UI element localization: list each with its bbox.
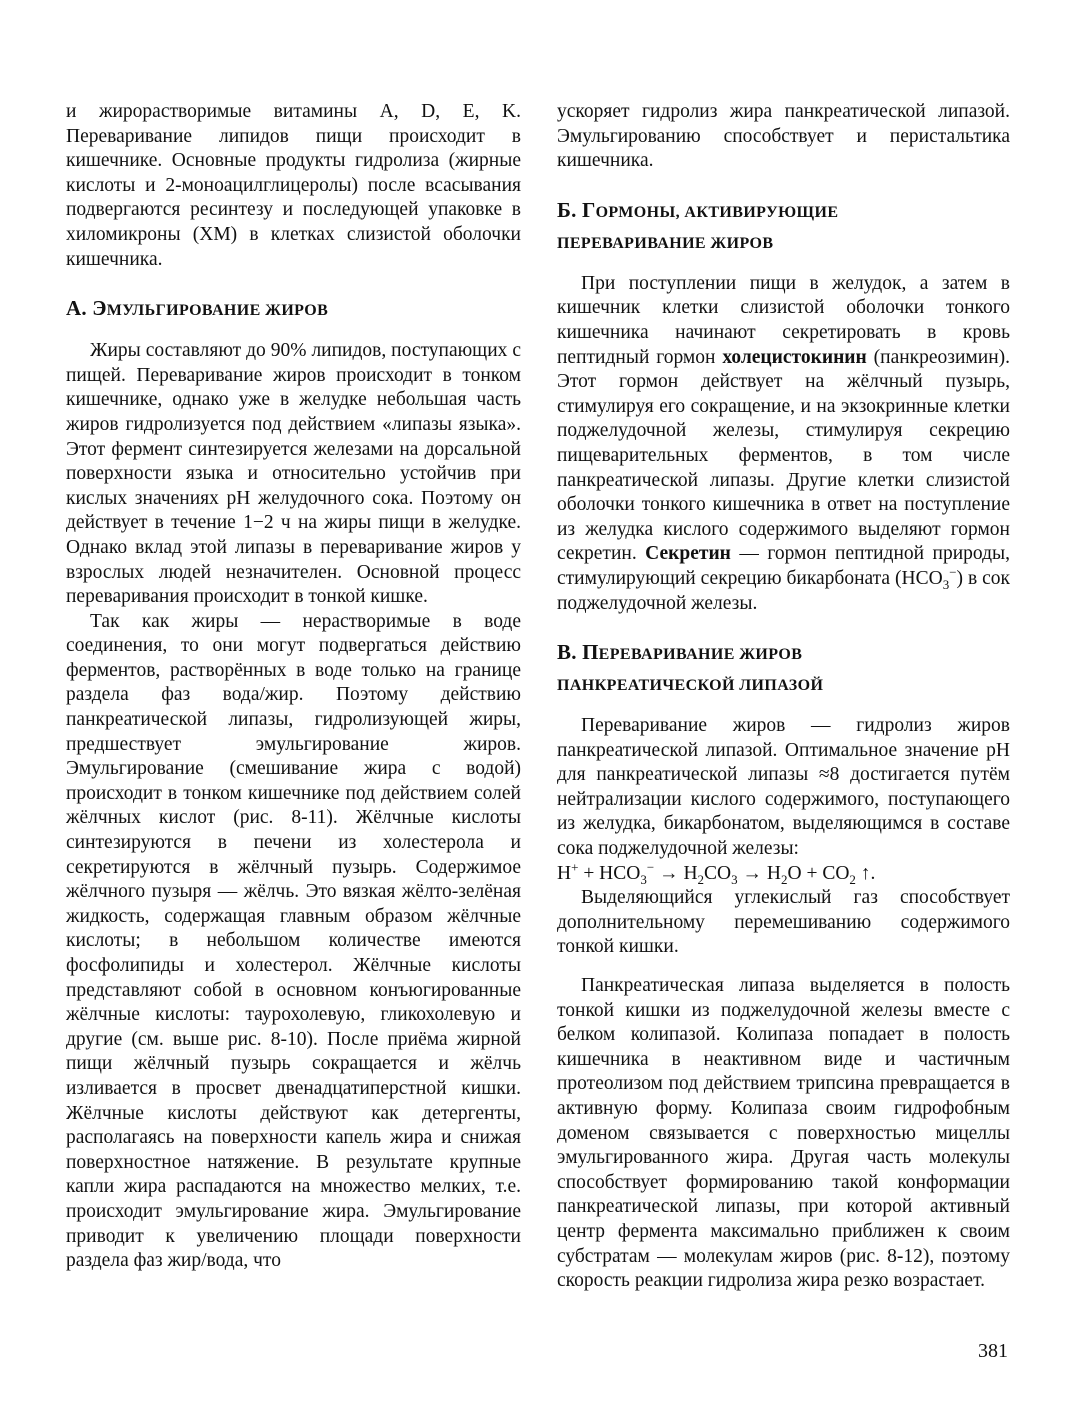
term-cholecystokinin: холецистокинин — [722, 346, 867, 368]
section-c-heading: В. ПЕРЕВАРИВАНИE ЖИРОВ ПАНКРЕАТИЧЕСКОЙ ЛИПАЗОЙ — [557, 640, 824, 695]
right-column — [557, 100, 1010, 1294]
section-a-heading: А. ЭМУЛЬГИРОВАНИЕ ЖИРОВ — [66, 296, 329, 321]
page-number: 381 — [978, 1340, 1008, 1362]
section-c-paragraph-2: Выделяющийся углекислый газ способствует дополнительному перемешиванию содержимого тонкой кишки. — [557, 887, 1010, 958]
section-a-paragraph-2: Так как жиры — нерастворимые в воде соединения, то они могут подвергаться действию ферментов, растворённых в воде только на границе раздела фаз вода/жир. Поэтому действию панкреатической липазы, гидролизующей жиры, предшествует эмульгирование жиров. Эмульгирование (смешивание жира с водой) происходит в тонком кишечнике под действием солей жёлчных кислот (рис. 8-11). Жёлчные кислоты синтезируются в печени из холестерола и секретируются в жёлчный пузырь. Содержимое жёлчного пузыря — жёлчь. Это вязкая жёлто-зелёная жидкость, содержащая главным образом жёлчные кислоты; в небольшом количестве имеются фосфолипиды и холестерол. Жёлчные кислоты представляют собой в основном конъюгированные жёлчные кислоты: таурохолевую, гликохолевую и другие (см. выше рис. 8-10). После приёма жирной пищи жёлчный пузырь сокращается и жёлчь изливается в просвет двенадцатиперстной кишки. Жёлчные кислоты действуют как детергенты, располагаясь на поверхности капель жира и снижая поверхностное натяжение. В результате крупные капли жира распадаются на множество мелких, т.е. происходит эмульгирование жира. Эмульгирование приводит к увеличению площади поверхности раздела фаз жир/вода, что — [66, 610, 521, 1272]
section-b-heading: Б. ГОРМОНЫ, АКТИВИРУЮЩИЕ ПЕРЕВАРИВАНИЕ ЖИРОВ — [557, 197, 839, 252]
continuation-paragraph: ускоряет гидролиз жира панкреатической липазой. Эмульгированию способствует и перистальтика кишечника. — [557, 101, 1010, 172]
intro-paragraph: и жирорастворимые витамины A, D, E, K. Переваривание липидов пищи происходит в кишечнике. Основные продукты гидролиза (жирные кислоты и 2-моноацилглицеролы) после всасывания подвергаются ресинтезу и последующей упаковке в хиломикроны (ХМ) в клетках слизистой оболочки кишечника. — [66, 101, 521, 270]
left-column — [66, 100, 521, 1274]
section-a-paragraph-1: Жиры составляют до 90% липидов, поступающих с пищей. Переваривание жиров происходит в тонком кишечнике, однако уже в желудке небольшая часть жиров гидролизуется под действием «липазы языка». Этот фермент синтезируется железами на дорсальной поверхности языка и относительно устойчив при кислых значениях pH желудочного сока. Поэтому он действует в течение 1−2 ч на жиры пищи в желудке. Однако вклад этой липазы в переваривание жиров у взрослых людей незначителен. Основной процесс переваривания происходит в тонкой кишке. — [66, 340, 521, 608]
section-c-paragraph-3: Панкреатическая липаза выделяется в полость тонкой кишки из поджелудочной железы вместе с белком колипазой. Колипаза попадает в полость кишечника в неактивном виде и частичным протеолизом под действием трипсина превращается в активную форму. Колипаза своим гидрофобным доменом связывается с поверхностью мицеллы эмульгированного жира. Другая часть молекулы способствует формированию такой конформации панкреатической липазы, при которой активный центр фермента максимально приближен к своим субстратам — молекулам жиров (рис. 8-12), поэтому скорость реакции гидролиза жира резко возрастает. — [557, 975, 1010, 1292]
neutralization-formula: $H^+ + HCO_3^- \to H_2CO_3 \to H_2O + CO_2$ ↑. — [557, 859, 876, 887]
section-c-paragraph-1: Переваривание жиров — гидролиз жиров панкреатической липазой. Оптимальное значение pH для панкреатической липазы ≈8 достигается путём нейтрализации кислого содержимого, поступающего из желудка, бикарбонатом, выделяющимся в составе сока поджелудочной железы: — [557, 715, 1010, 860]
section-b-paragraph: При поступлении пищи в желудок, а затем в кишечник клетки слизистой оболочки тонкого кишечника начинают секретировать в кровь пептидный гормон холецистокинин (панкреозимин). Этот гормон действует на жёлчный пузырь, стимулируя его сокращение, и на экзокринные клетки поджелудочной железы, стимулируя секрецию пищеварительных ферментов, в том числе панкреатической липазы. Другие клетки слизистой оболочки тонкого кишечника в ответ на поступление из желудка кислого содержимого выделяют гормон секретин. Секретин — гормон пептидной природы, стимулирующий секрецию бикарбоната $(HCO_3^-)$ в сок поджелудочной железы. — [557, 272, 1011, 614]
term-secretin: Секретин — [645, 543, 731, 565]
